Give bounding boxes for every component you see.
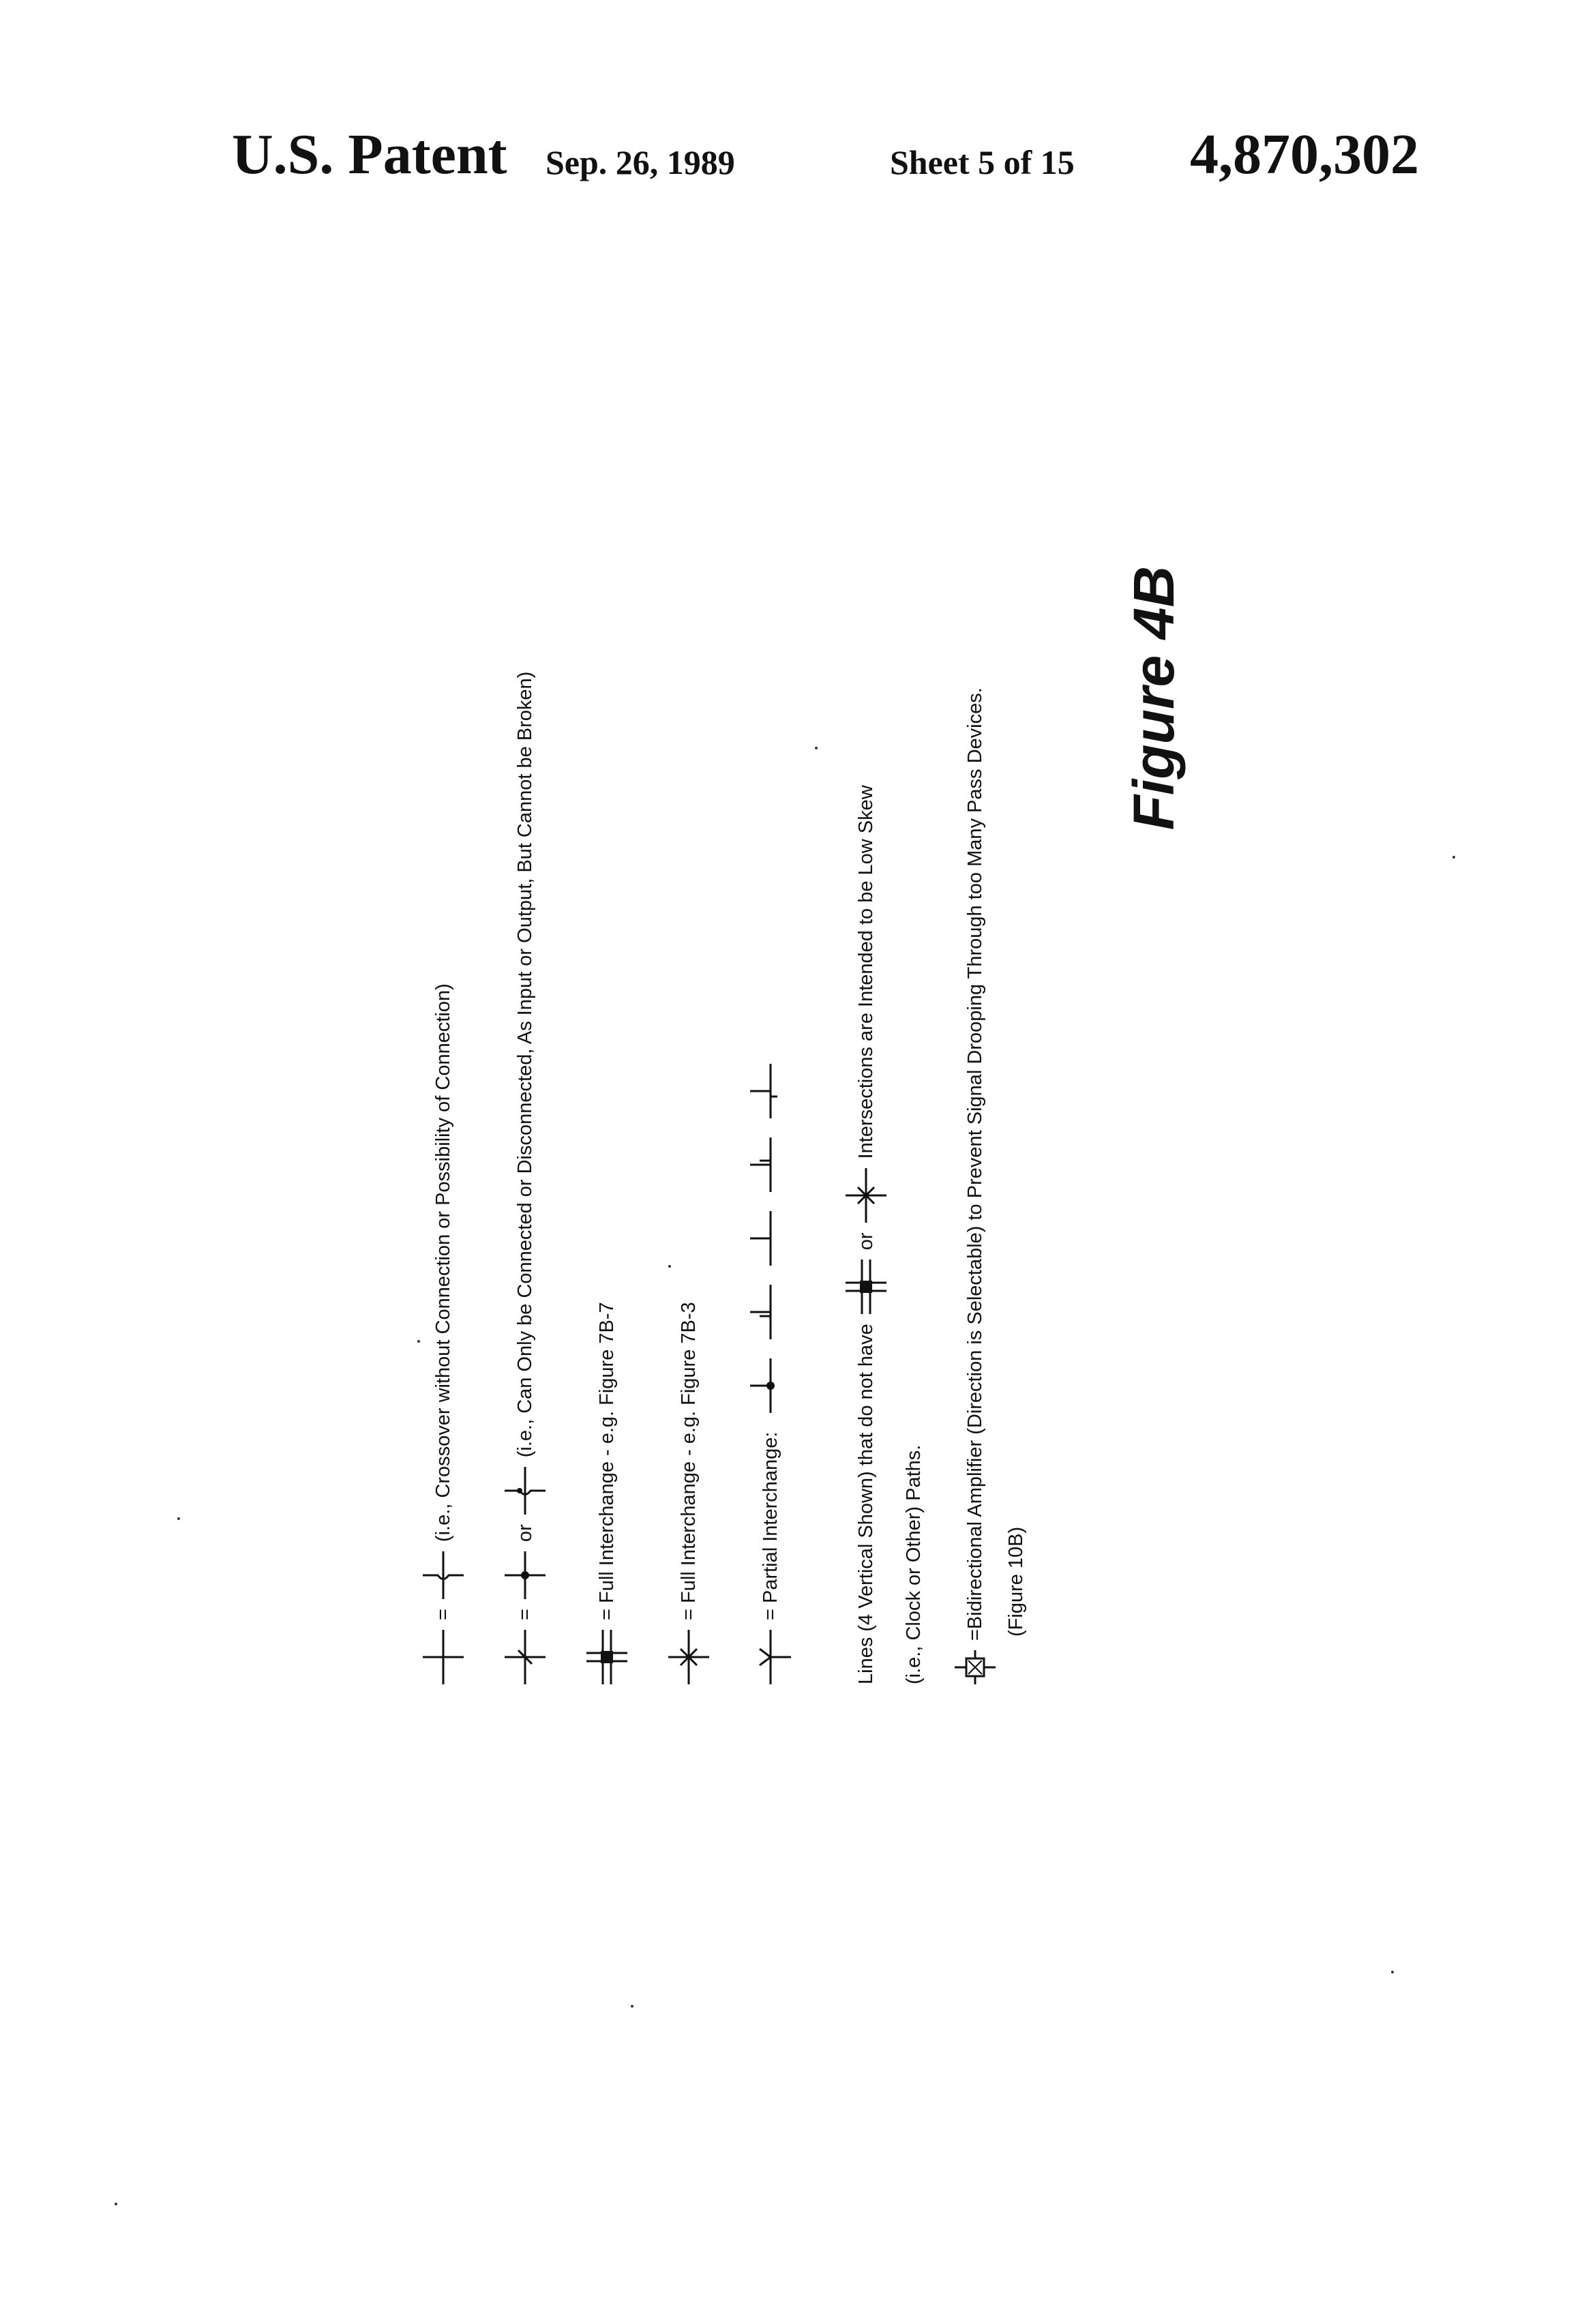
scan-speck [1452,856,1455,859]
legend-row-partial-interchange [750,1064,791,1684]
legend-or: or [513,1524,536,1543]
legend-row-full-interchange-7b3 [668,1302,709,1684]
scan-speck [815,747,818,749]
sheet-number: Sheet 5 of 15 [890,143,1075,181]
scan-speck [417,1340,420,1343]
legend-low-skew-text-a: Lines (4 Vertical Shown) that do not have [854,1324,877,1684]
full-interchange-block-icon [586,1630,627,1684]
legend-row-crossover [423,983,464,1684]
scan-speck [668,1265,671,1268]
partial-variant-d-icon [750,1064,791,1118]
legend-low-skew-text-c: (i.e., Clock or Other) Paths. [902,1444,925,1684]
patent-title: U.S. Patent [232,123,507,186]
partial-variant-c-icon [750,1137,791,1192]
legend-bidirectional-ref: (Figure 10B) [1004,1526,1027,1637]
bidirectional-amplifier-icon [955,1650,996,1684]
hop-junction-icon [505,1467,546,1515]
scan-speck [177,1517,180,1520]
legend-bidirectional-text: =Bidirectional Amplifier (Direction is Selectable) to Prevent Signal Drooping Through too Many Pass Devices. [964,687,986,1641]
partial-interchange-icon [750,1630,791,1684]
legend-or: or [854,1232,877,1251]
scan-speck [1391,1971,1394,1973]
legend-full-interchange-7b7-text: = Full Interchange - e.g. Figure 7B-7 [595,1302,618,1620]
patent-number: 4,870,302 [1190,123,1419,186]
legend-equals: = [432,1609,454,1620]
partial-variant-a-icon [750,1285,791,1339]
scan-speck [115,2203,117,2205]
legend-row-full-interchange-7b7 [586,1302,627,1684]
legend-full-interchange-7b3-text: = Full Interchange - e.g. Figure 7B-3 [677,1302,700,1620]
symbol-legend [423,307,1036,1684]
legend-row-connectable [505,672,546,1684]
legend-row-low-skew [846,785,886,1684]
figure-label: Figure 4B [1122,566,1186,831]
full-interchange-star-icon [846,1168,886,1223]
connectable-symbol-icon [505,1630,546,1684]
dot-junction-icon [505,1551,546,1599]
legend-crossover-text: (i.e., Crossover without Connection or Possibility of Connection) [432,983,454,1543]
full-interchange-block-icon [846,1260,886,1314]
partial-variant-dot-icon [750,1358,791,1413]
legend-row-low-skew-continued [893,1445,934,1684]
legend-row-bidirectional-continued [996,1527,1036,1637]
scan-speck [631,2005,633,2008]
patent-date: Sep. 26, 1989 [546,143,735,181]
legend-partial-interchange-text: = Partial Interchange: [759,1431,781,1620]
legend-low-skew-text-b: Intersections are Intended to be Low Skew [854,785,877,1159]
partial-variant-b-icon [750,1211,791,1266]
legend-connectable-text: (i.e., Can Only be Connected or Disconnected, As Input or Output, But Cannot be Broken) [513,671,536,1458]
legend-row-bidirectional-amplifier [955,687,996,1684]
hop-crossover-icon [423,1551,464,1599]
full-interchange-star-icon [668,1630,709,1684]
legend-equals: = [513,1609,536,1620]
crossover-symbol-icon [423,1630,464,1684]
